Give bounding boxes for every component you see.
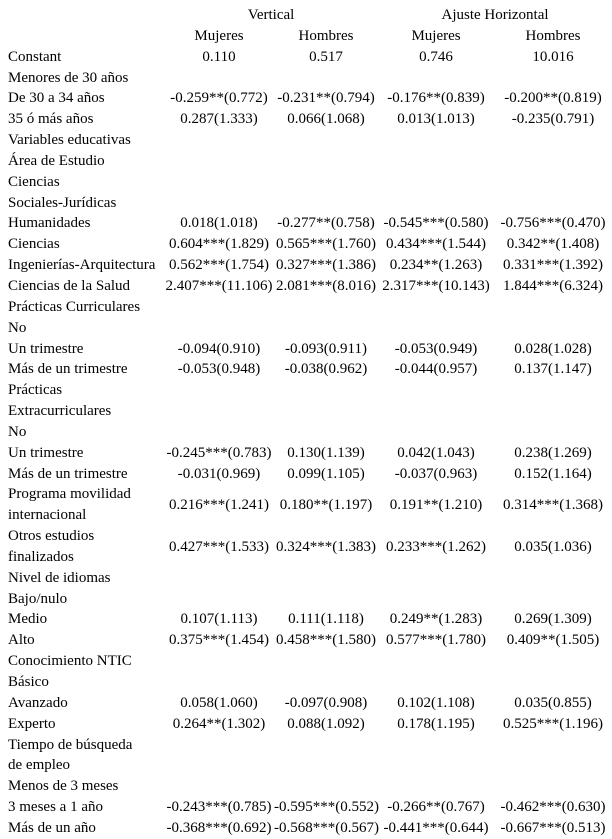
table-row [0,88,612,109]
coefficient-cell: 0.525***(1.196) [503,715,604,732]
coefficient-cell: 0.035(0.855) [514,694,592,711]
row-label [0,776,164,797]
table-row [0,422,612,443]
coefficient-cell: 0.152(1.164) [514,465,592,482]
coefficient-cell: -0.031(0.969) [177,465,261,482]
row-label-line: Conocimiento NTIC [8,653,132,670]
row-label-line: Área de Estudio [8,152,105,169]
coefficient-cell: 0.233***(1.262) [386,538,487,555]
col-header-hombres-vertical: Hombres [298,27,354,44]
table-row [0,318,612,339]
coefficient-cell [378,568,494,589]
coefficient-cell [274,776,378,797]
table-row [0,380,612,422]
table-row [0,47,612,68]
row-label [0,276,164,297]
coefficient-cell: 0.042(1.043) [397,444,475,461]
table-row [0,276,612,297]
table-row [0,651,612,672]
coefficient-cell: 0.409**(1.505) [506,632,600,649]
row-label-line: 3 meses a 1 año [8,799,103,816]
table-row [0,297,612,318]
coefficient-cell: 0.099(1.105) [287,465,365,482]
coefficient-cell: -0.235(0.791) [511,111,595,128]
row-label [0,151,164,172]
coefficient-cell: -0.243***(0.785) [166,799,272,816]
coefficient-cell [274,380,378,422]
coefficient-cell: 2.407***(11.106) [165,277,273,294]
coefficient-cell: 0.562***(1.754) [169,257,269,274]
row-label [0,380,164,422]
coefficient-cell [274,422,378,443]
coefficient-cell: -0.200**(0.819) [504,90,602,107]
coefficient-cell [378,68,494,89]
coefficient-cell: 0.130(1.139) [287,444,365,461]
table-row [0,797,612,818]
corner-cell [0,26,164,47]
coefficient-cell [378,380,494,422]
col-header-mujeres-ajuste: Mujeres [411,27,461,44]
coefficient-cell [494,651,612,672]
table-row [0,172,612,214]
coefficient-cell [378,651,494,672]
row-label [0,213,164,234]
row-label [0,234,164,255]
coefficient-cell: 0.013(1.013) [397,111,475,128]
coefficient-cell: 0.102(1.108) [397,694,475,711]
row-label-line: Ciencias [8,173,60,190]
coefficient-cell: 2.081***(8.016) [276,277,376,294]
row-label [0,443,164,464]
row-label-line: No [8,423,27,440]
row-label-line: de empleo [8,757,71,774]
regression-results-table [0,5,612,839]
coefficient-cell: 2.317***(10.143) [382,277,490,294]
row-label-line: Constant [8,48,62,65]
coefficient-cell [378,735,494,777]
coefficient-cell [164,672,274,693]
coefficient-cell: 0.287(1.333) [180,111,258,128]
row-label-line: Menores de 30 años [8,69,129,86]
coefficient-cell: 0.234**(1.263) [389,257,483,274]
coefficient-cell [274,130,378,151]
row-label [0,693,164,714]
table-row [0,68,612,89]
coefficient-cell [164,422,274,443]
row-label [0,172,164,214]
coefficient-cell [494,130,612,151]
table-row [0,818,612,839]
coefficient-cell: -0.044(0.957) [394,361,478,378]
coefficient-cell: 0.238(1.269) [514,444,592,461]
row-label-line: 35 ó más años [8,111,94,128]
coefficient-cell: 0.604***(1.829) [169,236,269,253]
coefficient-cell [164,297,274,318]
coefficient-cell: 0.028(1.028) [514,340,592,357]
coefficient-cell: -0.093(0.911) [285,340,367,357]
coefficient-cell [378,172,494,214]
row-label [0,589,164,610]
coefficient-cell: 0.342**(1.408) [506,236,600,253]
coefficient-cell [494,68,612,89]
coefficient-cell [494,735,612,777]
row-label-line: Otros estudios [8,528,95,545]
table-row [0,693,612,714]
table-row [0,735,612,777]
coefficient-cell: 0.191**(1.210) [389,496,483,513]
row-label [0,339,164,360]
table-row [0,609,612,630]
coefficient-cell: -0.176**(0.839) [387,90,485,107]
table-row [0,589,612,610]
row-label-line: Tiempo de búsqueda [8,736,133,753]
row-label [0,818,164,839]
table-row [0,213,612,234]
coefficient-cell [164,651,274,672]
row-label [0,735,164,777]
coefficient-cell [274,589,378,610]
col-header-mujeres-vertical: Mujeres [194,27,244,44]
coefficient-cell [378,151,494,172]
row-label-line: Sociales-Jurídicas [8,194,117,211]
row-label-line: Avanzado [8,694,68,711]
coefficient-cell: -0.545***(0.580) [383,215,489,232]
row-label-line: Más de un año [8,819,96,836]
coefficient-cell [494,297,612,318]
coefficient-cell [274,568,378,589]
coefficient-cell: -0.053(0.949) [394,340,478,357]
row-label [0,484,164,526]
table-row [0,776,612,797]
coefficient-cell [378,589,494,610]
row-label [0,88,164,109]
coefficient-cell: -0.441***(0.644) [383,819,489,836]
row-label-line: Experto [8,715,56,732]
row-label [0,630,164,651]
coefficient-cell: -0.037(0.963) [394,465,478,482]
row-label-line: Bajo/nulo [8,590,68,607]
coefficient-cell: 0.427***(1.533) [169,538,269,555]
row-label [0,47,164,68]
row-label-line: Ingenierías-Arquitectura [8,257,156,274]
table-row [0,672,612,693]
row-label [0,526,164,568]
row-label [0,318,164,339]
row-label-line: Ciencias de la Salud [8,277,131,294]
coefficient-cell: -0.595***(0.552) [274,799,379,816]
table-row [0,339,612,360]
coefficient-cell [494,568,612,589]
coefficient-cell [494,318,612,339]
row-label [0,109,164,130]
row-label-line: Ciencias [8,236,60,253]
row-label-line: Prácticas [8,382,63,399]
coefficient-cell: -0.667***(0.513) [500,819,606,836]
table-body [0,47,612,839]
coefficient-cell: 0.746 [419,48,453,65]
coefficient-cell: 0.180**(1.197) [279,496,373,513]
coefficient-cell: -0.568***(0.567) [274,819,379,836]
coefficient-cell [164,130,274,151]
coefficient-cell: 0.178(1.195) [397,715,475,732]
col-header-hombres-ajuste: Hombres [525,27,581,44]
table-row [0,714,612,735]
coefficient-cell: 0.565***(1.760) [276,236,376,253]
row-label-line: Humanidades [8,215,91,232]
coefficient-cell [274,151,378,172]
coefficient-cell [378,130,494,151]
coefficient-cell [378,318,494,339]
table-row [0,443,612,464]
coefficient-cell [378,422,494,443]
row-label-line: Medio [8,611,48,628]
coefficient-cell: 0.066(1.068) [287,111,365,128]
coefficient-cell: 0.137(1.147) [514,361,592,378]
row-label [0,568,164,589]
coefficient-cell [378,297,494,318]
row-label [0,297,164,318]
table-row [0,130,612,151]
row-label [0,672,164,693]
coefficient-cell [378,776,494,797]
row-label [0,797,164,818]
coefficient-cell [494,589,612,610]
row-label [0,359,164,380]
row-label-line: internacional [8,507,87,524]
row-label [0,255,164,276]
table-row [0,630,612,651]
coefficient-cell [274,172,378,214]
coefficient-cell: -0.231**(0.794) [277,90,375,107]
table-row [0,568,612,589]
coefficient-cell: 0.324***(1.383) [276,538,376,555]
table-row [0,526,612,568]
coefficient-cell [494,776,612,797]
group-header-vertical: Vertical [247,7,295,23]
row-label [0,609,164,630]
coefficient-cell [494,672,612,693]
table-row [0,464,612,485]
coefficient-cell: 0.517 [309,48,343,65]
row-label-line: Un trimestre [8,340,84,357]
coefficient-cell: -0.245***(0.783) [166,444,272,461]
coefficient-cell [494,151,612,172]
coefficient-cell: -0.038(0.962) [284,361,368,378]
coefficient-cell: -0.094(0.910) [177,340,261,357]
coefficient-cell: 0.216***(1.241) [169,496,269,513]
coefficient-cell [164,68,274,89]
row-label-line: No [8,319,27,336]
coefficient-cell: 0.434***(1.544) [386,236,487,253]
row-label [0,714,164,735]
coefficient-cell: 0.331***(1.392) [503,257,604,274]
coefficient-cell [164,318,274,339]
group-header-row [0,5,612,26]
coefficient-cell: -0.368***(0.692) [166,819,272,836]
coefficient-cell [274,672,378,693]
row-label-line: Menos de 3 meses [8,778,119,795]
coefficient-cell [164,380,274,422]
coefficient-cell: 0.375***(1.454) [169,632,269,649]
coefficient-cell [274,68,378,89]
table-row [0,255,612,276]
coefficient-cell: 0.110 [202,48,236,65]
coefficient-cell: 0.249**(1.283) [389,611,483,628]
coefficient-cell [164,568,274,589]
table-row [0,234,612,255]
row-label-line: Extracurriculares [8,403,112,420]
row-label-line: Básico [8,674,49,690]
coefficient-cell [164,151,274,172]
coefficient-cell [274,735,378,777]
coefficient-cell [274,297,378,318]
row-label [0,464,164,485]
table-row [0,484,612,526]
coefficient-cell: 0.058(1.060) [180,694,258,711]
coefficient-cell: 0.018(1.018) [180,215,258,232]
coefficient-cell: 0.577***(1.780) [386,632,487,649]
coefficient-cell: -0.259**(0.772) [170,90,268,107]
row-label [0,422,164,443]
row-label [0,68,164,89]
group-header-ajuste-horizontal: Ajuste Horizontal [441,7,549,23]
coefficient-cell: -0.756***(0.470) [500,215,606,232]
row-label-line: Un trimestre [8,444,84,461]
coefficient-cell [494,380,612,422]
coefficient-cell: 0.111(1.118) [288,611,364,628]
table-row [0,359,612,380]
coefficient-cell [494,422,612,443]
coefficient-cell: 0.458***(1.580) [276,632,376,649]
coefficient-cell [274,651,378,672]
row-label-line: Prácticas Curriculares [8,298,141,315]
coefficient-cell [164,735,274,777]
row-label-line: Alto [8,632,35,649]
sub-header-row [0,26,612,47]
row-label [0,651,164,672]
coefficient-cell: 0.088(1.092) [287,715,365,732]
table-row [0,151,612,172]
table-row [0,109,612,130]
row-label-line: De 30 a 34 años [8,90,105,107]
coefficient-cell: -0.097(0.908) [284,694,368,711]
row-label [0,130,164,151]
row-label-line: finalizados [8,548,74,565]
corner-cell [0,5,164,26]
coefficient-cell: -0.053(0.948) [177,361,261,378]
coefficient-cell [164,776,274,797]
coefficient-cell: -0.266**(0.767) [387,799,485,816]
row-label-line: Programa movilidad [8,486,131,503]
coefficient-cell: 0.107(1.113) [180,611,258,628]
coefficient-cell: 1.844***(6.324) [503,277,604,294]
coefficient-cell: 0.314***(1.368) [503,496,604,513]
coefficient-cell: 0.264**(1.302) [172,715,266,732]
coefficient-cell [494,172,612,214]
coefficient-cell: 10.016 [532,48,574,65]
row-label-line: Más de un trimestre [8,361,128,378]
coefficient-cell [164,589,274,610]
coefficient-cell [378,672,494,693]
coefficient-cell: -0.277**(0.758) [277,215,375,232]
row-label-line: Nivel de idiomas [8,569,111,586]
coefficient-cell [274,318,378,339]
row-label-line: Variables educativas [8,132,131,149]
coefficient-cell: 0.269(1.309) [514,611,592,628]
coefficient-cell: -0.462***(0.630) [500,799,606,816]
row-label-line: Más de un trimestre [8,465,128,482]
coefficient-cell: 0.035(1.036) [514,538,592,555]
coefficient-cell [164,172,274,214]
coefficient-cell: 0.327***(1.386) [276,257,376,274]
